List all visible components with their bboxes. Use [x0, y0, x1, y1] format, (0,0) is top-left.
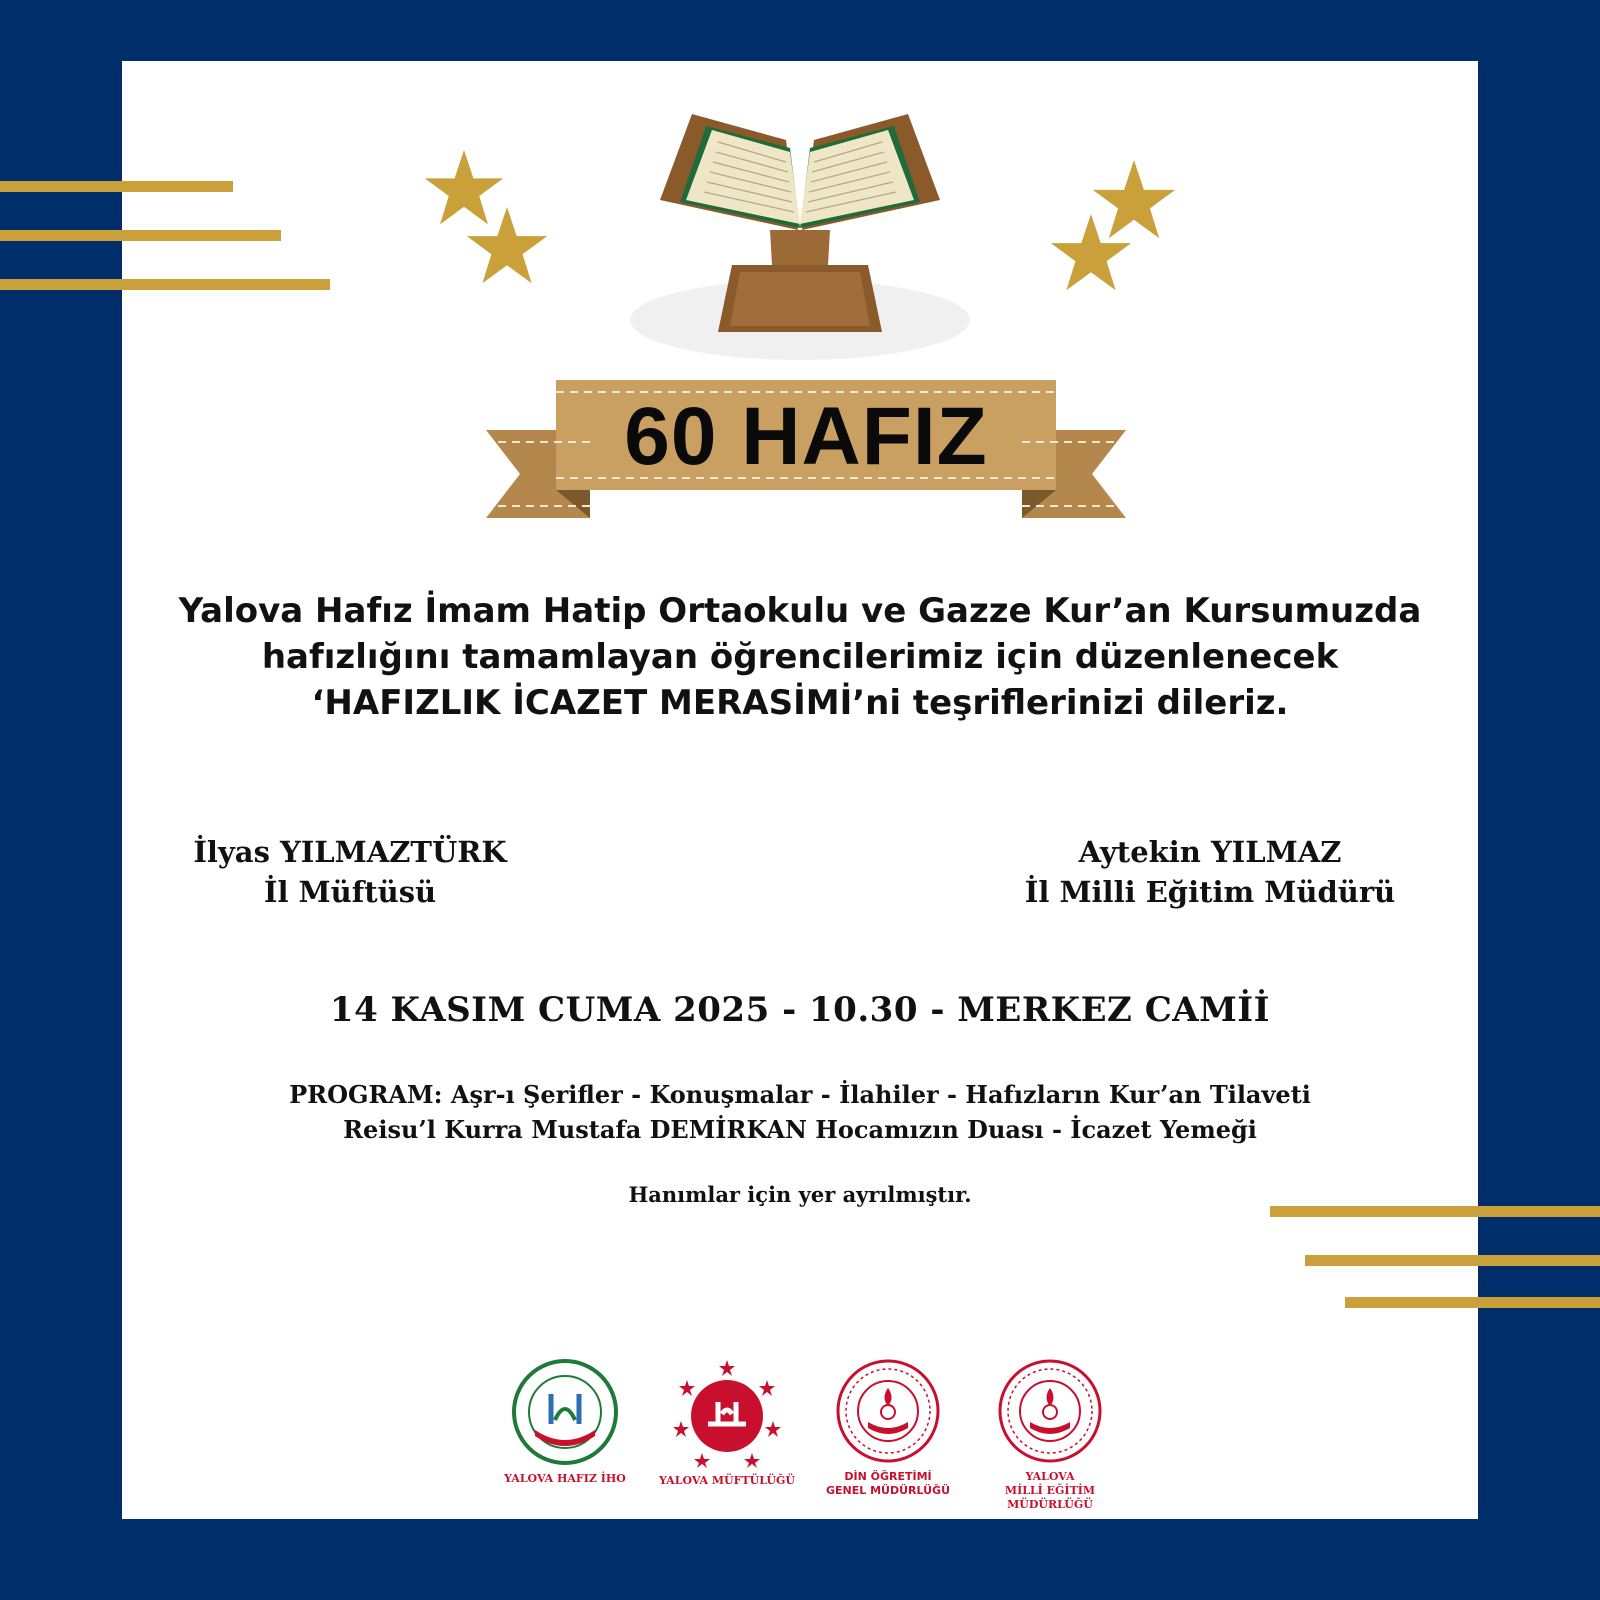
signatory-left: [150, 832, 550, 912]
diyanet-emblem-icon: [672, 1358, 782, 1468]
meb-seal-icon: [997, 1358, 1103, 1464]
logo-yalova-meb: [970, 1358, 1130, 1512]
star-icon: [1050, 214, 1132, 292]
program-details: [122, 1077, 1478, 1147]
logo-yalova-muftulugu: [647, 1358, 807, 1488]
decorative-stripe: [1270, 1206, 1600, 1217]
school-seal-icon: [511, 1358, 619, 1466]
signatory-title: İl Milli Eğitim Müdürü: [1024, 875, 1396, 909]
decorative-stripe: [1305, 1255, 1600, 1266]
invitation-text: [122, 588, 1478, 726]
logo-din-ogretimi: [808, 1358, 968, 1498]
program-line: Reisu’l Kurra Mustafa DEMİRKAN Hocamızın Duası - İcazet Yemeği: [343, 1115, 1257, 1144]
event-date-location: 14 KASIM CUMA 2025 - 10.30 - MERKEZ CAMİİ: [329, 990, 1271, 1030]
decorative-stripe: [0, 279, 330, 290]
star-icon: [466, 207, 548, 285]
logo-label-line: DİN ÖĞRETİMİ: [844, 1470, 932, 1483]
quran-stand-icon: [620, 100, 980, 370]
logo-label-line: MİLLİ EĞİTİM MÜDÜRLÜĞÜ: [1004, 1484, 1096, 1511]
logo-yalova-hafiz-iho: [485, 1358, 645, 1486]
invitation-line: Yalova Hafız İmam Hatip Ortaokulu ve Gazze Kur’an Kursumuzda: [178, 591, 1422, 631]
signatory-name: Aytekin YILMAZ: [1078, 835, 1342, 869]
meb-seal-icon: [835, 1358, 941, 1464]
program-line: PROGRAM: Aşr-ı Şerifler - Konuşmalar - İlahiler - Hafızların Kur’an Tilaveti: [289, 1080, 1311, 1109]
logo-label: [970, 1470, 1130, 1512]
invitation-line: ‘HAFIZLIK İCAZET MERASİMİ’ni teşriflerinizi dileriz.: [311, 683, 1289, 723]
invitation-line: hafızlığını tamamlayan öğrencilerimiz için düzenlenecek: [261, 637, 1339, 677]
logo-label: [808, 1470, 968, 1498]
signatory-title: İl Müftüsü: [263, 875, 437, 909]
logo-label-line: YALOVA: [1025, 1470, 1075, 1483]
signatory-name: İlyas YILMAZTÜRK: [193, 835, 507, 869]
decorative-stripe: [1345, 1297, 1600, 1308]
logo-label: YALOVA MÜFTÜLÜĞÜ: [659, 1474, 795, 1487]
decorative-stripe: [0, 181, 233, 192]
signatory-right: [1010, 832, 1410, 912]
logo-label-line: GENEL MÜDÜRLÜĞÜ: [825, 1484, 951, 1497]
decorative-stripe: [0, 230, 281, 241]
seating-note: Hanımlar için yer ayrılmıştır.: [628, 1182, 972, 1207]
headline: 60 HAFIZ: [624, 391, 988, 482]
logo-label: YALOVA HAFIZ İHO: [504, 1472, 626, 1485]
